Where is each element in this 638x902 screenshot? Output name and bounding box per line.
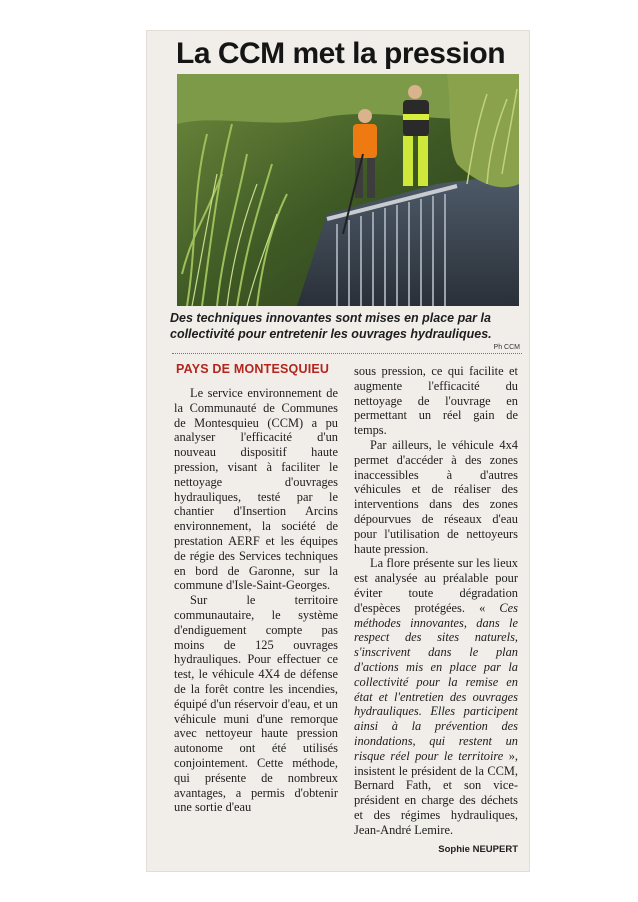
article-column-1 — [174, 386, 338, 856]
paragraph — [354, 556, 518, 837]
photo-credit: Ph CCM — [493, 344, 520, 351]
headline: La CCM met la pression — [176, 37, 506, 70]
section-kicker: PAYS DE MONTESQUIEU — [176, 362, 330, 376]
author-byline: Sophie NEUPERT — [438, 844, 518, 855]
photo-caption: Des techniques innovantes sont mises en place par la collectivité pour entretenir les ouvrages hydrauliques. — [170, 311, 492, 341]
quote-text: Ces méthodes innovantes, dans le respect des sites naturels, s'inscrivent dans le plan d'actions mis en place par la collectivité pour la remise en état et l'entretien des ouvrages hydrauliques. Elles participent ainsi à la prévention des inondations, qui restent un risque réel pour le territoire — [354, 600, 518, 763]
article-photo — [177, 74, 519, 306]
paragraph: Par ailleurs, le véhicule 4x4 permet d'accéder à des zones inaccessibles à d'autres véhicules et de réaliser des interventions dans des zones dépourvues de réseaux d'eau pour l'utilisation de nettoyeurs haute pression. — [354, 437, 518, 556]
paragraph: Sur le territoire communautaire, le système d'endiguement compte pas moins de 125 ouvrages hydrauliques. Pour effectuer ce test, le véhicule 4X4 de défense de la forêt contre les incendies, équipé d'un réservoir d'eau, et un véhicule muni d'une remorque avec nettoyeur haute pression autonome ont été utilisés conjointement. Cette méthode, qui présente de nombreux avantages, a permis d'obtenir une sortie d'eau — [174, 593, 338, 815]
article-column-2 — [354, 364, 519, 837]
paragraph: Le service environnement de la Communauté de Communes de Montesquieu (CCM) a pu analyser l'efficacité d'un nouveau dispositif haute pression, visant à faciliter le nettoyage d'ouvrages hydrauliques, testé par le chantier d'Insertion Arcins environnement, la société de prestation AERF et les équipes de régie des Services techniques en bord de Garonne, sur la commune d'Isle-Saint-Georges. — [174, 386, 338, 593]
paragraph-text: », insistent le président de la CCM, Bernard Fath, et son vice-président en charge des déchets et des régimes hydrauliques, Jean-André Lemire. — [354, 748, 519, 837]
dotted-divider — [172, 353, 522, 354]
newspaper-clipping — [146, 30, 530, 872]
photo-illustration — [177, 74, 519, 306]
paragraph: sous pression, ce qui facilite et augmente l'efficacité du nettoyage de l'ouvrage en permettant un réel gain de temps. — [354, 364, 518, 438]
paragraph-text: La flore présente sur les lieux est analysée au préalable pour éviter toute dégradation d'espèces protégées. « — [354, 556, 518, 615]
